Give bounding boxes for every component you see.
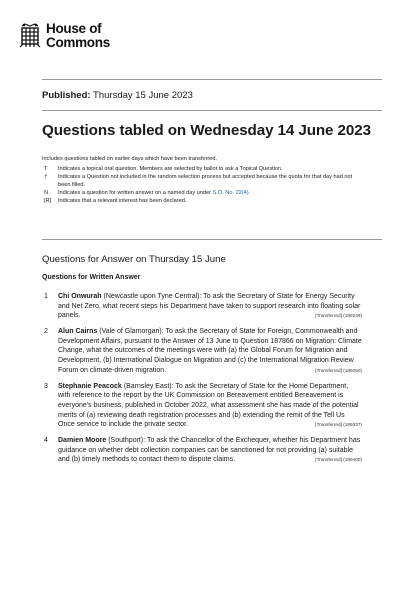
portcullis-icon: [19, 23, 41, 49]
legend-text: Indicates a topical oral question. Members are selected by ballot to ask a Topical Question.: [58, 166, 283, 172]
published-date: Thursday 15 June 2023: [93, 90, 193, 101]
page-title: Questions tabled on Wednesday 14 June 2023: [42, 122, 371, 139]
legend-item-quota: [42, 173, 362, 189]
divider-section: [42, 239, 382, 240]
intro-text: Includes questions tabled on earlier days which have been transferred.: [42, 156, 218, 162]
legend-key: T: [44, 166, 48, 172]
legend-text: Indicates a Question not included in the random selection process but accepted because the quota for that day had not been filled.: [58, 174, 353, 188]
question-tag: [Transferred] (189250): [315, 367, 362, 373]
question-item: [42, 327, 362, 375]
question-item: [42, 292, 362, 321]
question-number: 1: [44, 293, 48, 300]
member-name: Stephanie Peacock: [58, 382, 122, 390]
legend-key: N: [44, 190, 49, 196]
legend-text: Indicates that a relevant interest has been declared.: [58, 198, 187, 204]
member-name: Chi Onwurah: [58, 293, 102, 300]
constituency: (Southport):: [108, 437, 146, 445]
constituency: (Vale of Glamorgan):: [99, 328, 164, 336]
question-item: [42, 382, 362, 430]
question-body: [58, 292, 362, 321]
legend-text: [58, 189, 362, 197]
questions-list: [42, 292, 362, 472]
legend-text-main: Indicates a question for written answer on a named day under: [58, 190, 211, 196]
standing-order-link[interactable]: S.O. No. 22(4): [212, 190, 249, 196]
question-number: 3: [44, 382, 48, 390]
subsection-title: Questions for Written Answer: [42, 274, 141, 281]
question-text: To ask the Secretary of State for Foreign, Commonwealth and Development Affairs, pursuant to the Answer of 13 June to Question 187866 on Migration: Climate Change, what the outcomes of the meetings were with (a) the Global Forum for Migration and Development, (b) International Dialogue on Migration and (c) the International Migration Review Forum on climate-driven migration.: [58, 328, 362, 374]
constituency: (Barnsley East):: [123, 382, 174, 390]
member-name: Damien Moore: [58, 437, 107, 445]
section-title: Questions for Answer on Thursday 15 June: [42, 254, 226, 265]
legend-item-named-day: [42, 189, 362, 197]
question-body: [58, 382, 362, 430]
question-tag: [Transferred] (189337): [315, 422, 362, 428]
legend-item-interest: [42, 197, 362, 205]
question-tag: [Transferred] (189400): [315, 457, 362, 463]
legend-item-topical: [42, 165, 362, 173]
question-item: [42, 436, 362, 465]
published-line: [42, 90, 193, 101]
question-tag: [Transferred] (189239): [315, 313, 362, 319]
logo-wordmark: [46, 22, 110, 50]
question-number: 4: [44, 437, 48, 445]
question-body: [58, 327, 362, 375]
legend-key: †: [44, 174, 48, 180]
legend: [42, 165, 362, 205]
question-number: 2: [44, 328, 48, 336]
logo-line-2: Commons: [46, 35, 110, 50]
question-text: To ask the Secretary of State for the Home Department, with reference to the report by the UK Commission on Bereavement entitled Bereavement is everyone's business, published in October 2022, what assessment she has made of the potential merits of (a) reviewing death registration processes and (b) extending the remit of the Tell Us Once service to include the private sector.: [58, 382, 359, 429]
constituency: (Newcastle upon Tyne Central):: [103, 293, 202, 300]
legend-key: [R]: [44, 198, 52, 204]
legend-text-end: .: [248, 190, 251, 196]
house-of-commons-logo: [19, 20, 109, 52]
question-text: To ask the Secretary of State for Energy Security and Net Zero, what recent steps his Department have taken to support research into floating solar panels.: [58, 293, 361, 320]
published-label: Published:: [42, 90, 91, 101]
member-name: Alun Cairns: [58, 328, 98, 336]
question-body: [58, 436, 362, 465]
divider-top: [42, 79, 382, 80]
logo-line-1: House of: [46, 21, 102, 36]
question-text: To ask the Chancellor of the Exchequer, whether his Department has guidance on whether debt collection companies can be sanctioned for not providing (a) suitable and (b) timely methods to contact them to dispute claims.: [58, 437, 361, 464]
divider-published: [42, 110, 382, 111]
